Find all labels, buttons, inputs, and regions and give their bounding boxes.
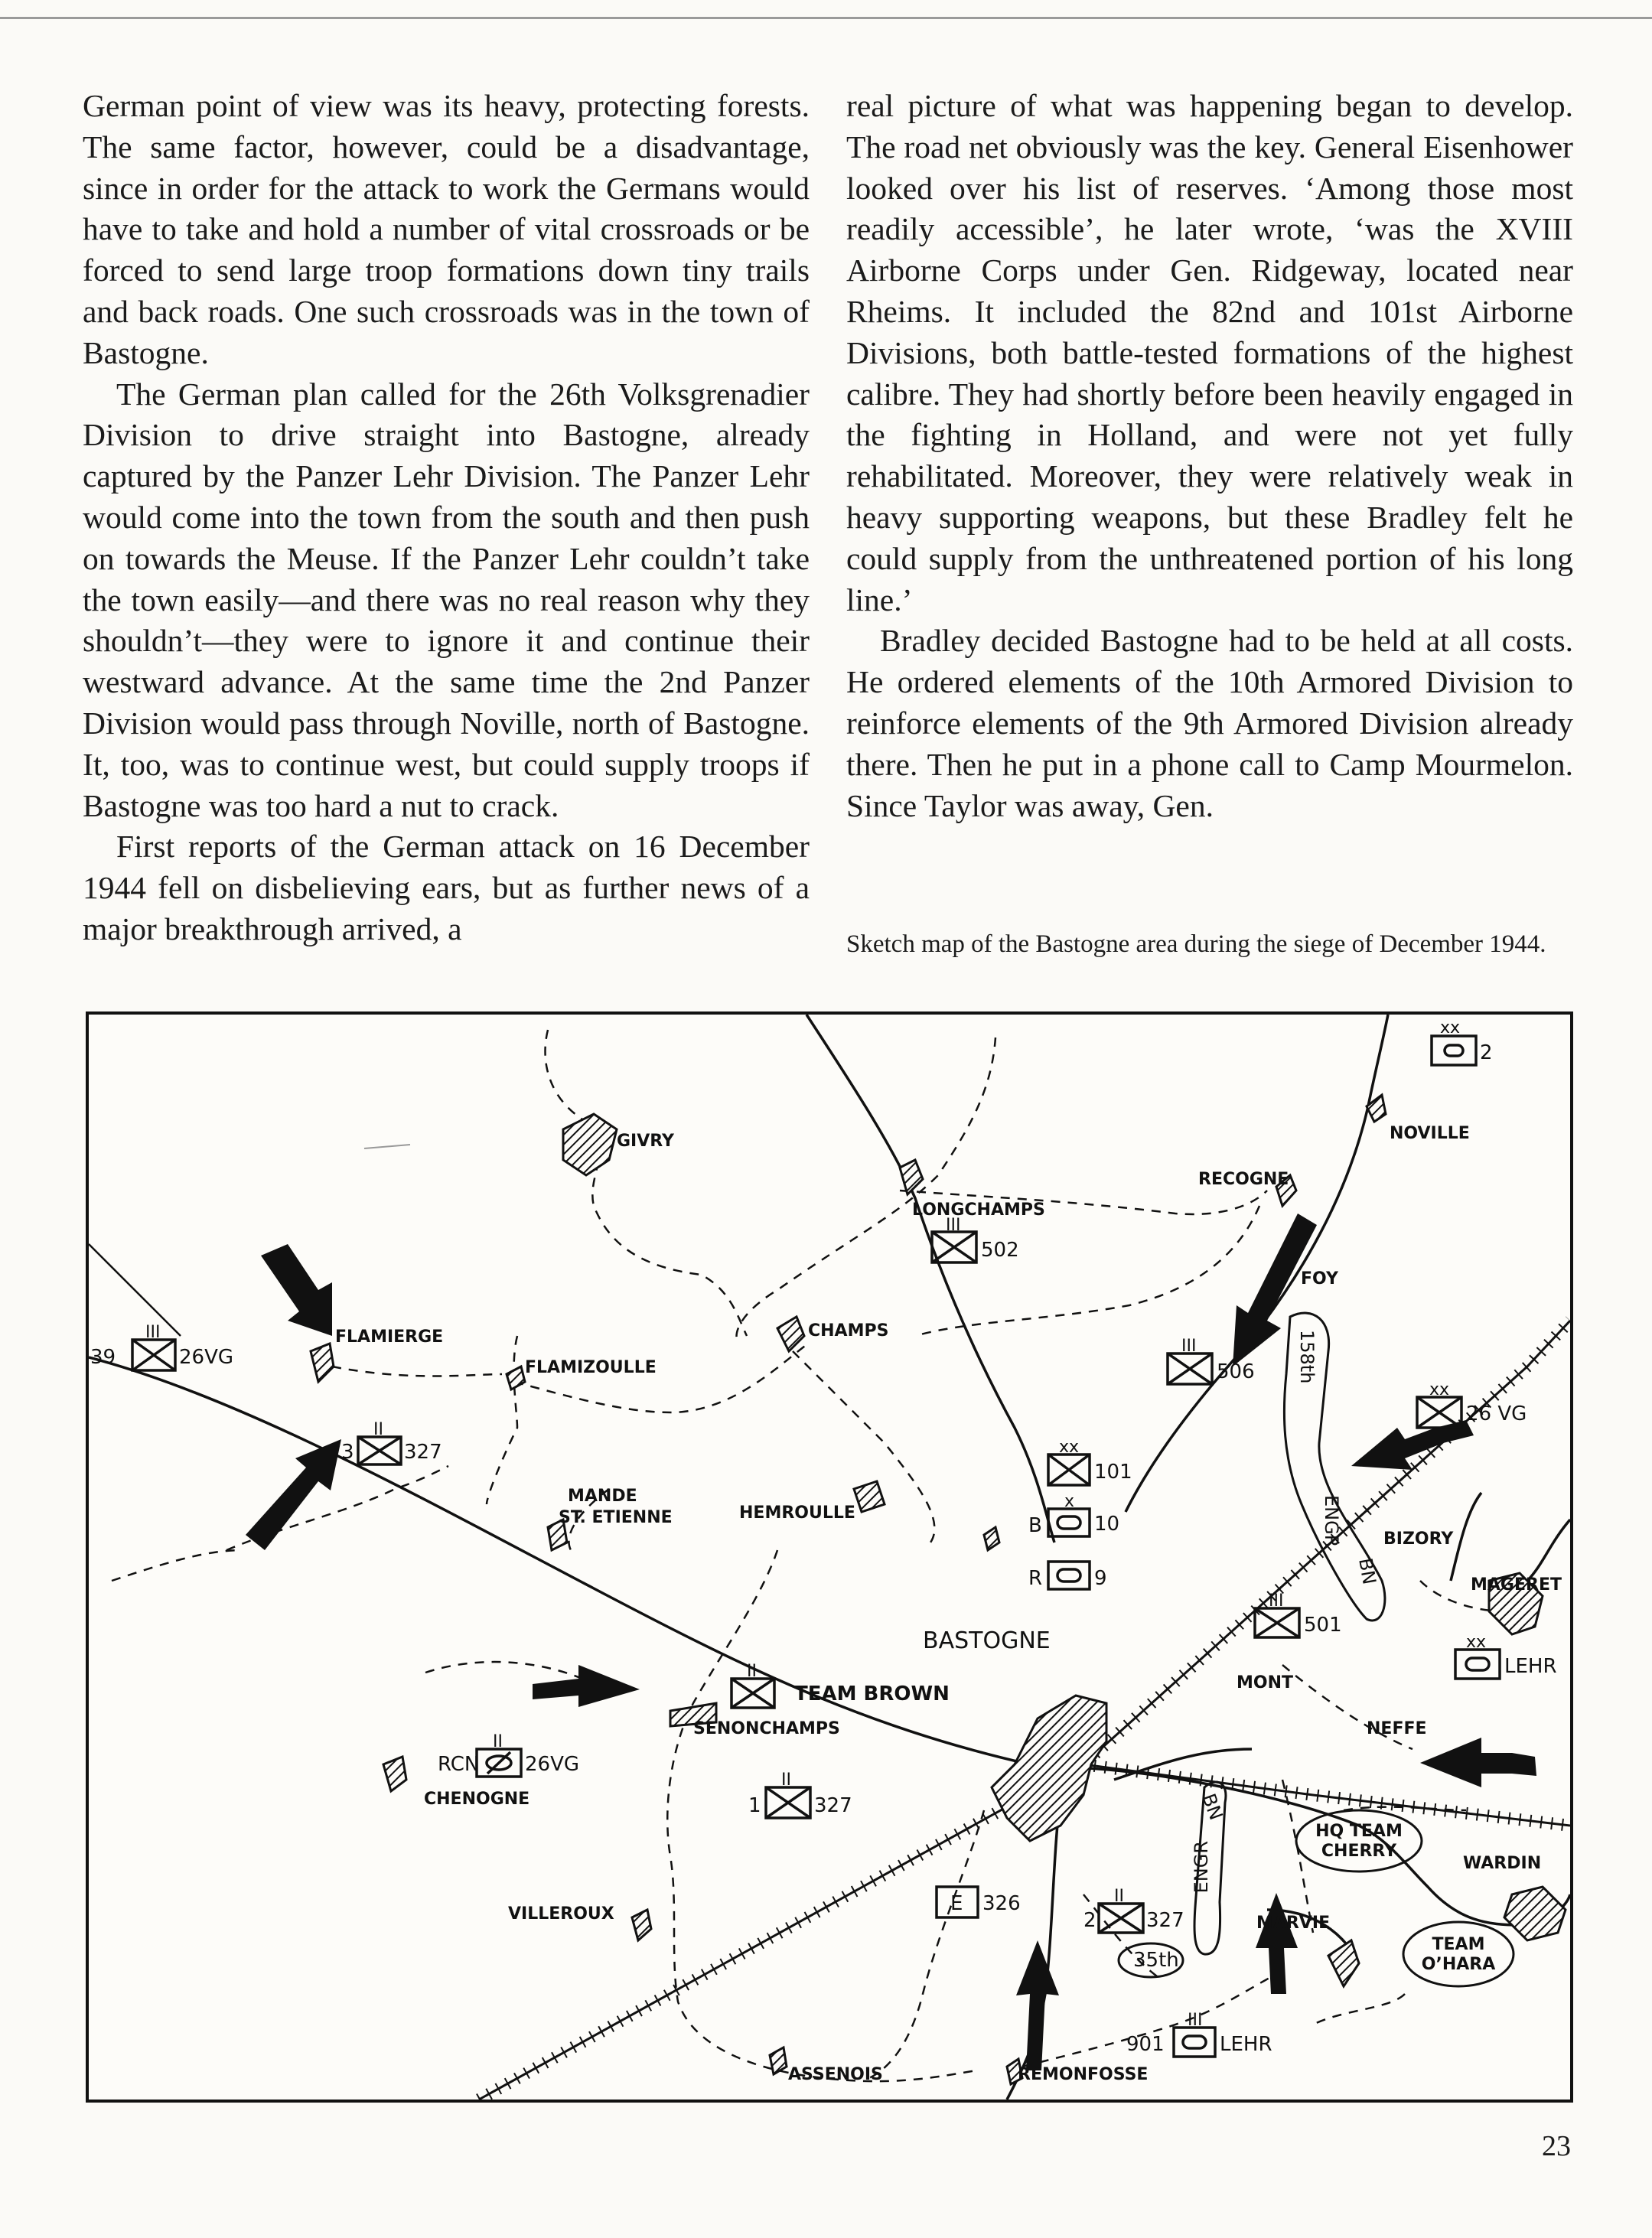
track-foy-champs (915, 1206, 1259, 1336)
place-mande: MANDE (568, 1487, 637, 1506)
road-mont (1114, 1749, 1252, 1780)
place-labels-large (794, 1683, 950, 1705)
unit-box-lehr-east (1455, 1650, 1500, 1679)
label-9: 9 (1094, 1567, 1107, 1590)
paragraph: real picture of what was happening began to develop. The road net obviously was the key. General Eisenhower looked over his list of reserves. ‘Among those most readily accessible’, he later wrote, ‘was the XVIII Airborne Corps under Gen. Ridgeway, located near Rheims. It included the 82nd and 101st Airborne Divisions, both battle-tested formations of the highest calibre. They had shortly before been heavily engaged in the fighting in Holland, and were not yet fully rehabilitated. Moreover, they were relatively weak in heavy supporting weapons, but these Bradley felt he could supply from the unthreatened portion of his long line.’ (846, 88, 1573, 617)
label-327-se: 327 (1146, 1909, 1184, 1932)
champs-town (777, 1317, 804, 1351)
place-mont: MONT (1237, 1673, 1294, 1692)
chenogne-town (383, 1757, 406, 1791)
left-text-column (83, 86, 810, 950)
label-2-south: 2 (1083, 1909, 1096, 1932)
place-noville: NOVILLE (1390, 1124, 1470, 1143)
arrow-senonchamps (533, 1665, 640, 1707)
track-flamizoulle (514, 1344, 808, 1412)
unit-labels (90, 1041, 1557, 2056)
place-flamierge: FLAMIERGE (335, 1327, 444, 1347)
place-chenogne: CHENOGNE (424, 1790, 530, 1809)
road-noville (1126, 1015, 1388, 1512)
label-3: 3 (341, 1441, 354, 1464)
road-north-west (806, 1015, 1054, 1542)
label-bn-35: BN (1197, 1790, 1227, 1823)
top-rule (0, 17, 1652, 19)
unit-cross (766, 1787, 810, 1818)
flamierge-town (311, 1344, 334, 1382)
unit-box-10-armd (1048, 1509, 1090, 1536)
hq-team-line2: CHERRY (1321, 1842, 1397, 1861)
label-326: 326 (982, 1892, 1021, 1915)
label-1: 1 (748, 1794, 761, 1817)
label-327-north: 327 (404, 1441, 442, 1464)
label-b: B (1028, 1514, 1042, 1537)
place-senonchamps: SENONCHAMPS (693, 1719, 840, 1738)
echelon-regt: III (145, 1323, 161, 1342)
assenois-town (770, 2047, 787, 2074)
echelon-div: xx (1059, 1438, 1080, 1457)
label-10: 10 (1094, 1513, 1120, 1536)
page-number: 23 (1542, 2130, 1571, 2162)
label-101: 101 (1094, 1461, 1132, 1484)
label-engr-158: ENGR (1321, 1495, 1342, 1548)
right-text-column (846, 86, 1573, 826)
label-39: 39 (90, 1346, 116, 1369)
team-ohara-line2: O’HARA (1421, 1955, 1496, 1974)
place-team-brown: TEAM BROWN (794, 1683, 950, 1705)
main-roads (89, 1015, 1570, 2100)
armor-oval (1057, 1569, 1080, 1582)
place-labels (335, 1124, 1562, 2084)
arrow-south-remonfosse (1016, 1940, 1059, 2070)
small-town (984, 1527, 999, 1550)
armor-oval (1445, 1045, 1463, 1056)
road-mageret (1527, 1520, 1570, 1581)
echelon-div: xx (1466, 1633, 1487, 1652)
bastogne-town (992, 1696, 1106, 1841)
unit-cross (132, 1340, 175, 1370)
echelon-bde: x (1064, 1492, 1075, 1511)
label-26vg-west: 26VG (179, 1346, 234, 1369)
echelon-regt: III (946, 1216, 961, 1235)
place-recogne: RECOGNE (1198, 1170, 1289, 1189)
place-st-etienne: ST. ETIENNE (559, 1508, 673, 1527)
echelon-bn: II (747, 1662, 757, 1681)
unit-cross (932, 1232, 976, 1262)
track-flamizoulle-south (487, 1336, 517, 1504)
echelon-bn: II (373, 1420, 383, 1439)
wardin-town (1504, 1887, 1566, 1940)
border-line (89, 1244, 181, 1336)
place-bastogne-group (923, 1627, 1051, 1654)
place-marvie: MARVIE (1256, 1914, 1331, 1933)
label-bn-158: BN (1354, 1556, 1380, 1586)
label-2: 2 (1480, 1041, 1493, 1064)
unit-cross (1099, 1904, 1143, 1933)
echelon-regt: III (1188, 2011, 1203, 2030)
track-flamierge (332, 1367, 502, 1376)
label-rcn: RCN (438, 1753, 480, 1776)
track-far-west (112, 1550, 242, 1581)
team-ohara-oval (1403, 1922, 1514, 1986)
place-flamizoulle: FLAMIZOULLE (525, 1358, 657, 1377)
place-bizory: BIZORY (1383, 1529, 1454, 1549)
echelon-div: xx (1440, 1018, 1461, 1038)
label-engr-35: ENGR (1191, 1841, 1212, 1894)
armor-oval (1057, 1516, 1080, 1529)
label-35th: 35th (1133, 1949, 1179, 1972)
label-502: 502 (981, 1239, 1019, 1262)
label-lehr-south: LEHR (1220, 2033, 1272, 2056)
unit-cross (732, 1679, 774, 1708)
unit-box-lehr-south (1174, 2028, 1215, 2057)
paragraph: German point of view was its heavy, protecting forests. The same factor, however, could be a disadvantage, since in order for the attack to work the Germans would have to take and hold a number of vital crossroads or be forced to send large troop formations down tiny trails and back roads. One such crossroads was in the town of Bastogne. (83, 88, 810, 370)
map-caption: Sketch map of the Bastogne area during the siege of December 1944. (846, 930, 1546, 958)
track-longchamps (737, 1038, 995, 1344)
echelon-regt: III (1181, 1337, 1197, 1356)
unit-cross (1255, 1608, 1299, 1637)
arrow-west (246, 1439, 341, 1550)
unit-cross (358, 1437, 401, 1464)
echelon-bn: II (1114, 1887, 1124, 1906)
label-26vg-east: 26 VG (1466, 1402, 1527, 1425)
place-mageret: MAGERET (1471, 1575, 1562, 1595)
unit-box-9-armd (1048, 1562, 1090, 1589)
label-501: 501 (1304, 1614, 1342, 1637)
pencil-mark (364, 1145, 410, 1148)
track-marvie-south (1313, 1994, 1405, 2025)
echelon-bn: II (781, 1771, 791, 1790)
echelon-bn: II (493, 1732, 503, 1751)
label-327-south: 327 (814, 1794, 852, 1817)
label-901: 901 (1126, 2033, 1165, 2056)
road-north-east-bizory (1451, 1493, 1481, 1581)
givry-town (563, 1114, 617, 1175)
map-canvas (89, 1015, 1570, 2100)
place-bastogne: BASTOGNE (923, 1627, 1051, 1654)
unit-box-2-panzer (1432, 1036, 1476, 1065)
track-engr-35 (1282, 1780, 1313, 1933)
arrow-mont (1420, 1738, 1536, 1787)
paragraph: Bradley decided Bastogne had to be held at all costs. He ordered elements of the 10th Armored Division to reinforce elements of the 9th Armored Division already there. Then he put in a phone call to Camp Mourmelon. Since Taylor was away, Gen. (846, 623, 1573, 823)
longchamps-town (900, 1160, 923, 1194)
place-champs: CHAMPS (808, 1321, 889, 1341)
place-givry: GIVRY (617, 1132, 674, 1151)
place-neffe: NEFFE (1367, 1719, 1427, 1738)
marvie-town (1328, 1940, 1359, 1986)
label-e: E (950, 1892, 963, 1915)
hemroulle-town (854, 1481, 885, 1512)
label-158th: 158th (1296, 1330, 1318, 1384)
arrow-flamierge (261, 1244, 332, 1336)
echelon-regt: III (1269, 1591, 1284, 1611)
flamizoulle-town (507, 1367, 525, 1389)
villeroux-town (632, 1910, 651, 1940)
track-chenogne (425, 1662, 586, 1680)
place-remonfosse: REMONFOSSE (1018, 2065, 1149, 2084)
paragraph: First reports of the German attack on 16 December 1944 fell on disbelieving ears, but as further news of a major breakthrough arrived, a (83, 829, 810, 946)
place-longchamps: LONGCHAMPS (912, 1200, 1045, 1220)
unit-cross (1168, 1354, 1212, 1384)
label-lehr-east: LEHR (1504, 1655, 1557, 1678)
place-hemroulle: HEMROULLE (739, 1503, 855, 1523)
track-givry (546, 1030, 747, 1336)
towns (311, 1095, 1566, 2084)
hq-team-line1: HQ TEAM (1315, 1822, 1403, 1841)
place-foy: FOY (1301, 1269, 1338, 1288)
label-506: 506 (1217, 1360, 1255, 1383)
place-wardin: WARDIN (1463, 1854, 1542, 1873)
team-ohara-line1: TEAM (1432, 1935, 1485, 1954)
armor-oval (1183, 2036, 1206, 2048)
label-r: R (1028, 1567, 1043, 1590)
arrow-marvie (1256, 1893, 1298, 1994)
echelon-div: xx (1429, 1380, 1450, 1399)
team-cherry-oval (1296, 1810, 1422, 1872)
unit-cross (1048, 1455, 1090, 1485)
paragraph: The German plan called for the 26th Volksgrenadier Division to drive straight into Bastogne, already captured by the Panzer Lehr Division. The Panzer Lehr would come into the town from the south and then push on towards the Meuse. If the Panzer Lehr couldn’t take the town easily—and there was no real reason why they shouldn’t—they were to ignore it and continue their westward advance. At the same time the 2nd Panzer Division would pass through Noville, north of Bastogne. It, too, was to continue west, but could supply troops if Bastogne was too hard a nut to crack. (83, 376, 810, 823)
unit-cross (1417, 1397, 1461, 1428)
bastogne-sketch-map (86, 1011, 1573, 2103)
armor-oval (1466, 1658, 1489, 1670)
place-villeroux: VILLEROUX (508, 1904, 614, 1924)
place-assenois: ASSENOIS (788, 2065, 883, 2084)
label-26vg-sw: 26VG (525, 1753, 580, 1776)
